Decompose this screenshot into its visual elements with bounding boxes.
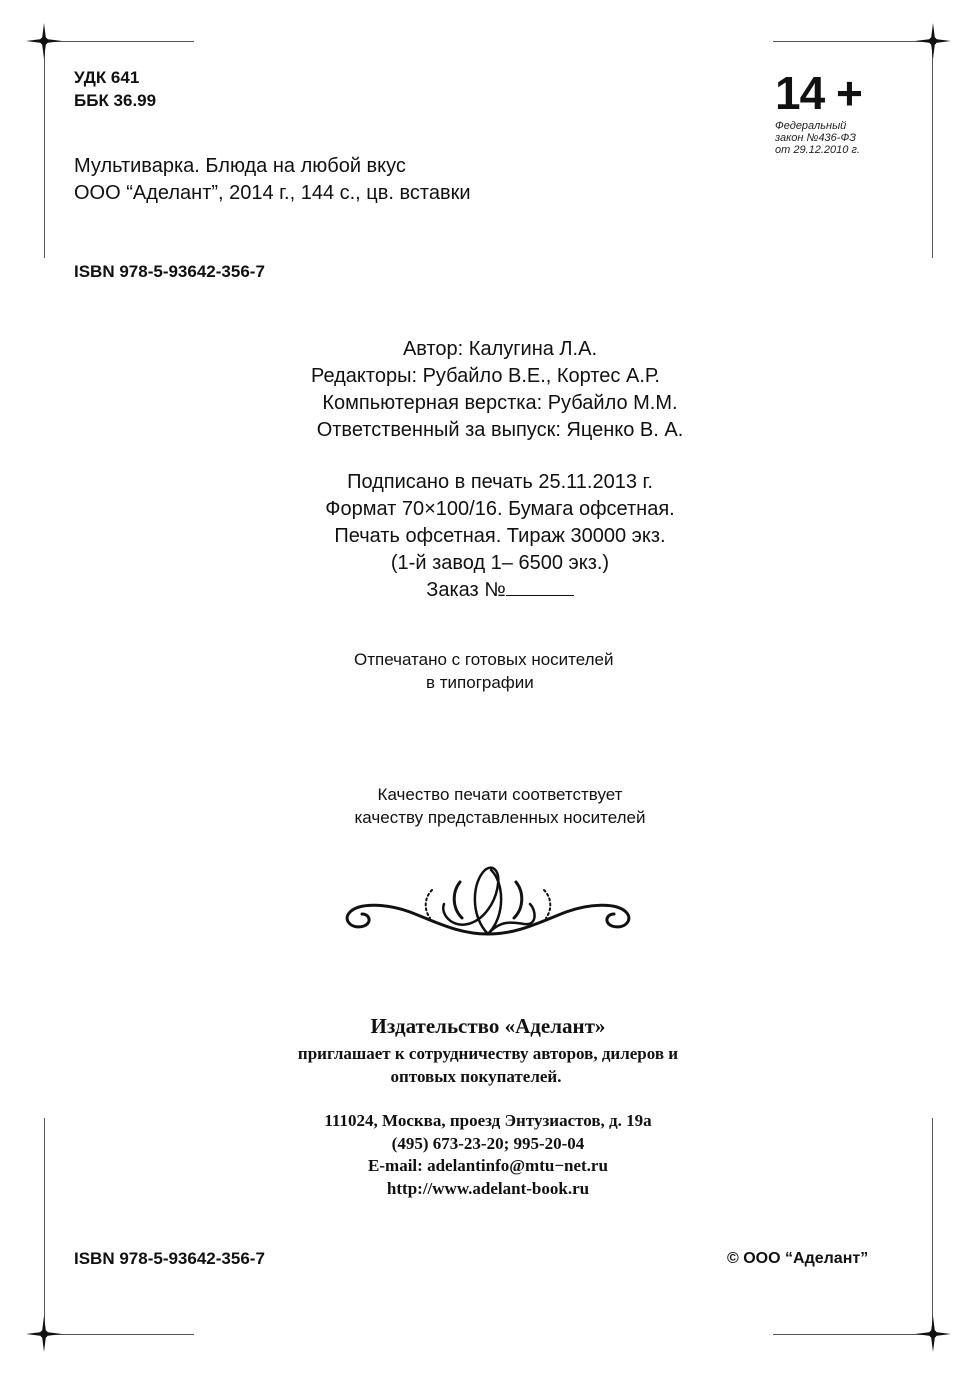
printed-note bbox=[354, 648, 694, 694]
udk-code: УДК 641 bbox=[74, 68, 140, 87]
crop-line-top-right-h bbox=[773, 41, 923, 42]
printing-block bbox=[200, 469, 800, 604]
crop-line-bottom-right-h bbox=[773, 1334, 923, 1335]
crop-line-top-right-v bbox=[932, 50, 933, 258]
age-rating bbox=[775, 67, 915, 156]
publisher-contacts bbox=[200, 1110, 776, 1200]
printing-batch: (1-й завод 1– 6500 экз.) bbox=[390, 552, 610, 574]
publisher-phones: (495) 673-23-20; 995-20-04 bbox=[391, 1133, 585, 1153]
crop-line-top-left-v bbox=[44, 50, 45, 258]
printing-order bbox=[200, 577, 800, 604]
isbn-top: ISBN 978-5-93642-356-7 bbox=[74, 262, 265, 281]
printing-order-label: Заказ № bbox=[426, 579, 506, 601]
age-rating-label: 14 + bbox=[775, 67, 862, 119]
quality-note-line: Качество печати соответствует bbox=[377, 785, 623, 804]
publisher-invite-line: оптовых покупателей. bbox=[390, 1067, 562, 1086]
publisher-name: Издательство «Аделант» bbox=[370, 1014, 606, 1038]
isbn-bottom: ISBN 978-5-93642-356-7 bbox=[74, 1249, 265, 1268]
credit-layout: Компьютерная верстка: Рубайло М.М. bbox=[322, 392, 678, 414]
crop-star-icon bbox=[913, 21, 953, 61]
credit-editors: Редакторы: Рубайло В.Е., Кортес А.Р. bbox=[310, 365, 660, 387]
order-number-blank bbox=[506, 577, 574, 596]
crop-star-icon bbox=[24, 1314, 64, 1354]
printing-signed: Подписано в печать 25.11.2013 г. bbox=[347, 471, 653, 493]
quality-note-line: качеству представленных носителей bbox=[354, 808, 646, 827]
crop-line-bottom-right-v bbox=[932, 1118, 933, 1326]
publisher-invite-line: приглашает к сотрудничеству авторов, дилеров и bbox=[297, 1044, 679, 1063]
crop-line-bottom-left-v bbox=[44, 1118, 45, 1326]
printing-run: Печать офсетная. Тираж 30000 экз. bbox=[334, 525, 666, 547]
publisher-email[interactable]: E-mail: adelantinfo@mtu−net.ru bbox=[368, 1156, 608, 1175]
credit-author: Автор: Калугина Л.А. bbox=[402, 338, 598, 360]
publisher-website[interactable]: http://www.adelant-book.ru bbox=[386, 1178, 590, 1198]
age-law-line: закон №436-ФЗ bbox=[775, 132, 856, 144]
publisher-block bbox=[200, 1012, 776, 1088]
copyright: © ООО “Аделант” bbox=[727, 1250, 869, 1267]
crop-line-top-left-h bbox=[52, 41, 194, 42]
bbk-code: ББК 36.99 bbox=[74, 91, 157, 110]
crop-star-icon bbox=[24, 21, 64, 61]
flourish-ornament-icon bbox=[340, 862, 636, 944]
publisher-address: 111024, Москва, проезд Энтузиастов, д. 19а bbox=[324, 1111, 652, 1130]
credits-block bbox=[200, 336, 800, 444]
printed-note-line: Отпечатано с готовых носителей bbox=[354, 650, 614, 669]
printed-note-line: в типографии bbox=[426, 673, 534, 692]
age-law-line: от 29.12.2010 г. bbox=[775, 144, 860, 156]
printing-format: Формат 70×100/16. Бумага офсетная. bbox=[325, 498, 675, 520]
crop-line-bottom-left-h bbox=[52, 1334, 194, 1335]
age-law-line: Федеральный bbox=[775, 120, 847, 132]
book-title-line: Мультиварка. Блюда на любой вкус bbox=[74, 155, 406, 177]
credit-responsible: Ответственный за выпуск: Яценко В. А. bbox=[316, 419, 684, 441]
book-publisher-line: ООО “Аделант”, 2014 г., 144 с., цв. вставки bbox=[74, 182, 471, 204]
quality-note bbox=[300, 783, 700, 829]
crop-star-icon bbox=[913, 1314, 953, 1354]
